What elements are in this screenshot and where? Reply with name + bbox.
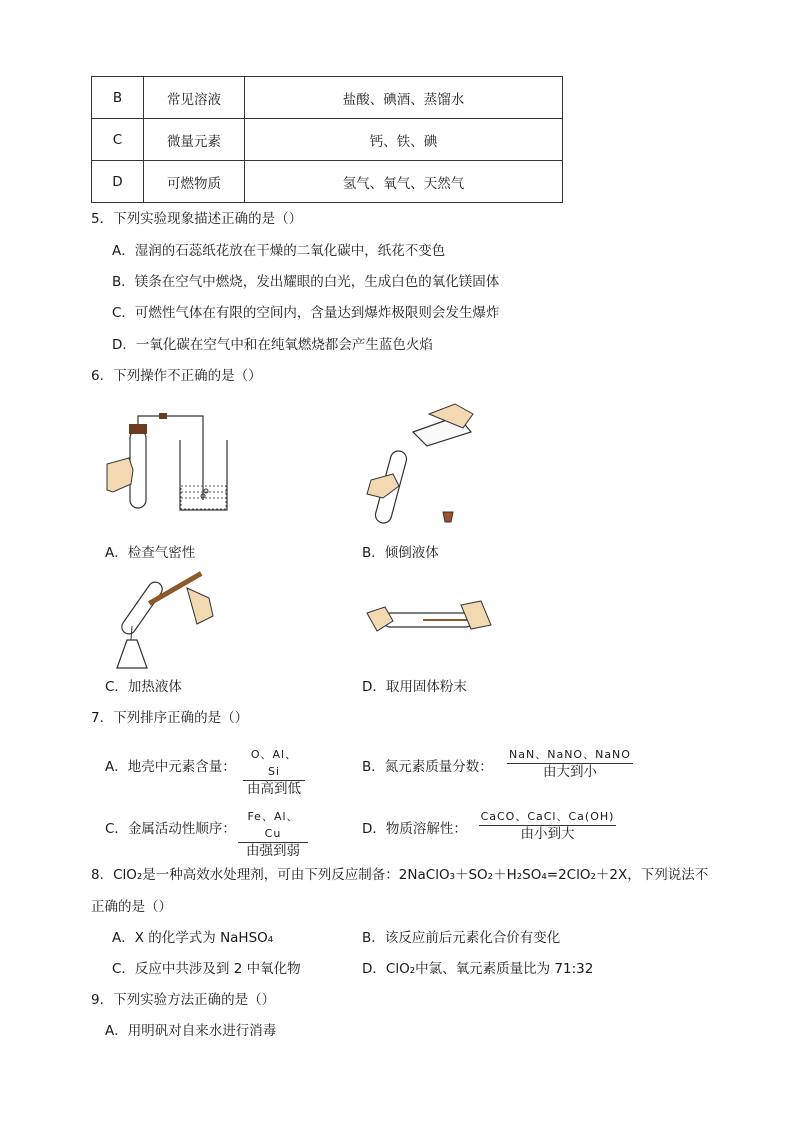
q7-option-c-label: C．金属活动性顺序： — [105, 821, 236, 837]
q7-option-d-top: CaCO、CaCl、Ca(OH) — [479, 808, 617, 826]
q7-option-d-sequence — [470, 808, 625, 843]
q6-stem: 6．下列操作不正确的是（） — [91, 368, 262, 384]
table-cell-letter: C — [92, 119, 144, 161]
classification-table — [91, 76, 563, 203]
q7-option-b-sequence — [498, 746, 642, 781]
q8-stem-line2: 正确的是（） — [91, 899, 172, 915]
table-cell-items: 氢气、氧气、天然气 — [245, 161, 563, 203]
table-cell-items: 盐酸、碘酒、蒸馏水 — [245, 77, 563, 119]
q7-option-a-top: O、Al、Si — [243, 746, 305, 781]
pouring-liquid-figure — [363, 402, 483, 527]
q7-option-b-label: B．氮元素质量分数： — [362, 759, 493, 775]
q5-stem: 5．下列实验现象描述正确的是（） — [91, 211, 303, 227]
q7-option-c-bottom: 由强到弱 — [246, 843, 300, 859]
q6-caption-c: C．加热液体 — [105, 679, 182, 695]
q7-option-b-top: NaN、NaNO、NaNO — [507, 746, 633, 764]
q5-option-c: C．可燃性气体在有限的空间内，含量达到爆炸极限则会发生爆炸 — [112, 305, 500, 321]
table-row — [92, 119, 563, 161]
table-cell-category: 微量元素 — [144, 119, 245, 161]
q8-option-a: A．X 的化学式为 NaHSO₄ — [112, 930, 274, 946]
q7-option-c-sequence — [238, 808, 308, 860]
q9-option-a: A．用明矾对自来水进行消毒 — [105, 1023, 277, 1039]
q5-option-d: D．一氧化碳在空气中和在纯氧燃烧都会产生蓝色火焰 — [112, 337, 433, 353]
q7-option-a-label: A．地壳中元素含量： — [105, 759, 236, 775]
airtightness-check-figure — [105, 412, 235, 522]
q6-caption-d: D．取用固体粉末 — [362, 679, 467, 695]
q5-option-a: A．湿润的石蕊纸花放在干燥的二氧化碳中，纸花不变色 — [112, 243, 446, 259]
q5-option-b: B．镁条在空气中燃烧，发出耀眼的白光，生成白色的氧化镁固体 — [112, 274, 500, 290]
table-cell-letter: B — [92, 77, 144, 119]
q7-option-d-label: D．物质溶解性： — [362, 821, 467, 837]
q6-caption-b: B．倾倒液体 — [362, 545, 439, 561]
table-row — [92, 161, 563, 203]
table-cell-items: 钙、铁、碘 — [245, 119, 563, 161]
table-cell-letter: D — [92, 161, 144, 203]
q7-option-d-bottom: 由小到大 — [520, 826, 575, 842]
heating-liquid-figure — [105, 568, 220, 673]
q7-stem: 7．下列排序正确的是（） — [91, 710, 249, 726]
q8-stem-line1: 8．ClO₂是一种高效水处理剂，可由下列反应制备：2NaClO₃＋SO₂＋H₂SO₄=2ClO₂＋2X，下列说法不 — [91, 867, 709, 883]
q8-option-d: D．ClO₂中氯、氧元素质量比为 71:32 — [362, 961, 594, 977]
solid-powder-figure — [363, 595, 493, 645]
q6-caption-a: A．检查气密性 — [105, 545, 196, 561]
table-cell-category: 常见溶液 — [144, 77, 245, 119]
q8-option-c: C．反应中共涉及到 2 中氧化物 — [112, 961, 301, 977]
table-row — [92, 77, 563, 119]
q7-option-b-bottom: 由大到小 — [543, 764, 597, 780]
q7-option-c-top: Fe、Al、Cu — [238, 808, 308, 843]
q8-option-b: B．该反应前后元素化合价有变化 — [362, 930, 561, 946]
table-cell-category: 可燃物质 — [144, 161, 245, 203]
q7-option-a-bottom: 由高到低 — [247, 781, 301, 797]
q7-option-a-sequence — [243, 746, 305, 798]
q9-stem: 9．下列实验方法正确的是（） — [91, 992, 276, 1008]
